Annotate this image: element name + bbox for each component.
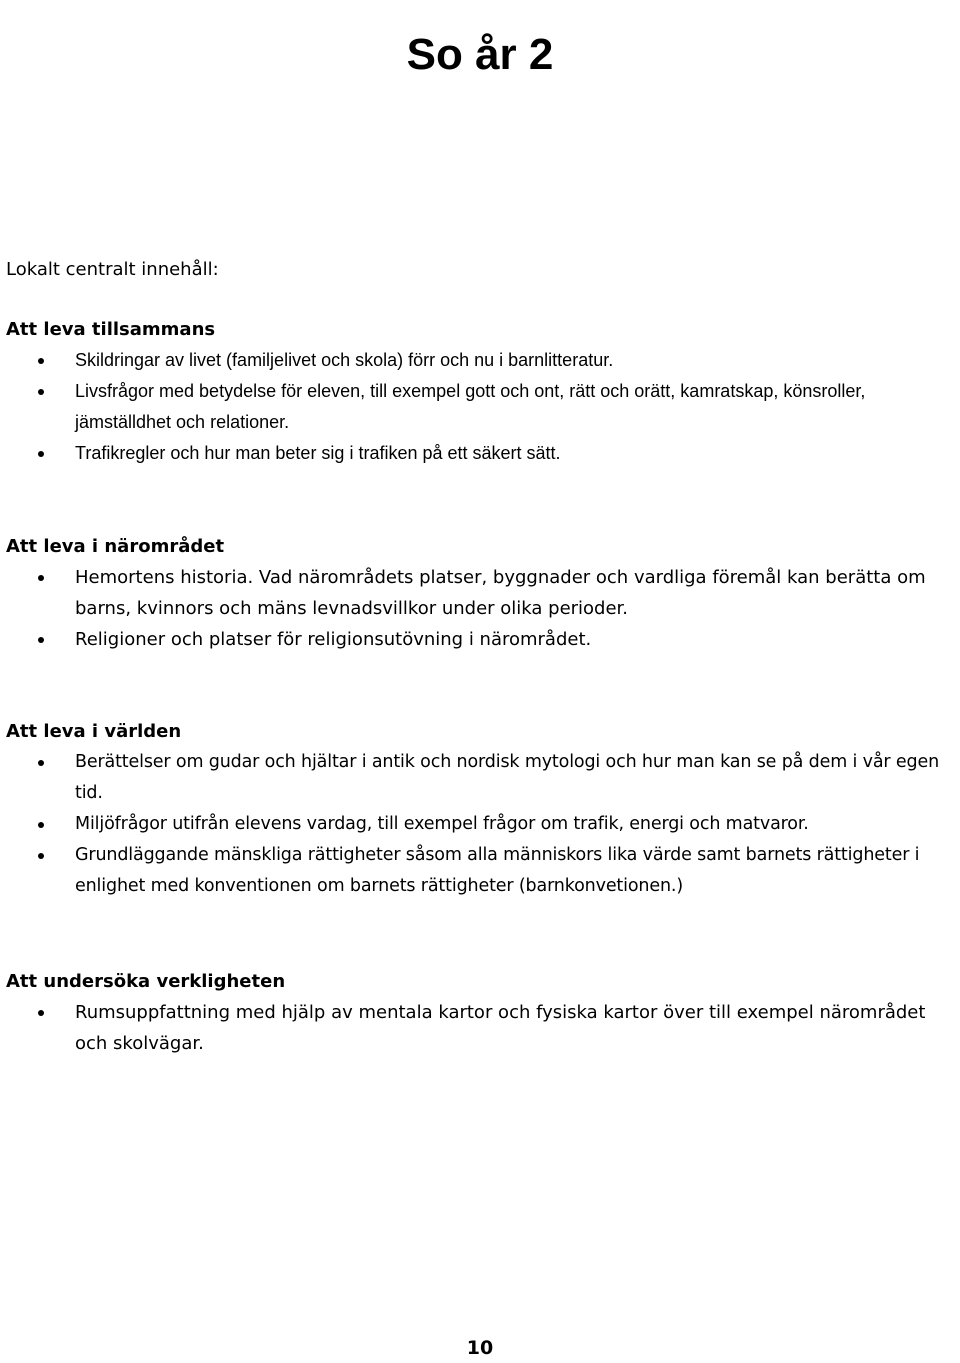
- list-item: [6, 376, 956, 438]
- bullet-icon: [38, 853, 44, 859]
- bullet-list: [6, 345, 956, 469]
- list-item: [6, 438, 956, 469]
- list-item: [6, 809, 956, 840]
- section-att-undersoka-verkligheten: [6, 966, 956, 1059]
- section-heading: Att undersöka verkligheten: [6, 971, 286, 992]
- list-item-text: Rumsuppfattning med hjälp av mentala kartor och fysiska kartor över till exempel närområdet och skolvägar.: [75, 1002, 926, 1054]
- section-att-leva-tillsammans: [6, 314, 956, 469]
- section-heading: Att leva i världen: [6, 721, 182, 742]
- bullet-icon: [38, 358, 44, 364]
- bullet-icon: [38, 822, 44, 828]
- section-heading: Att leva i närområdet: [6, 536, 225, 557]
- list-item: [6, 997, 956, 1059]
- intro-text: Lokalt centralt innehåll:: [6, 259, 219, 280]
- list-item-text: Miljöfrågor utifrån elevens vardag, till exempel frågor om trafik, energi och matvaror.: [75, 814, 809, 834]
- bullet-icon: [38, 389, 44, 395]
- bullet-icon: [38, 637, 44, 643]
- section-att-leva-i-narområdet: [6, 531, 956, 655]
- bullet-icon: [38, 1010, 44, 1016]
- section-att-leva-i-varlden: [6, 716, 956, 902]
- list-item-text: Hemortens historia. Vad närområdets platser, byggnader och vardliga föremål kan berätta om barns, kvinnors och mäns levnadsvillkor under olika perioder.: [75, 567, 926, 619]
- list-item-text: Grundläggande mänskliga rättigheter såsom alla människors lika värde samt barnets rättigheter i enlighet med konventionen om barnets rättigheter (barnkonvetionen.): [75, 845, 920, 896]
- list-item: [6, 747, 956, 809]
- page-title: So år 2: [406, 30, 554, 80]
- list-item: [6, 562, 956, 624]
- bullet-list: [6, 997, 956, 1059]
- list-item-text: Religioner och platser för religionsutövning i närområdet.: [75, 629, 592, 650]
- list-item: [6, 624, 956, 655]
- bullet-icon: [38, 575, 44, 581]
- bullet-list: [6, 747, 956, 902]
- bullet-icon: [38, 760, 44, 766]
- bullet-icon: [38, 451, 44, 457]
- list-item-text: Livsfrågor med betydelse för eleven, till exempel gott och ont, rätt och orätt, kamratskap, könsroller, jämställdhet och relationer.: [75, 381, 866, 432]
- list-item: [6, 345, 956, 376]
- list-item-text: Trafikregler och hur man beter sig i trafiken på ett säkert sätt.: [75, 443, 561, 463]
- bullet-list: [6, 562, 956, 655]
- section-heading: Att leva tillsammans: [6, 319, 216, 340]
- page-number: 10: [466, 1337, 494, 1359]
- list-item-text: Berättelser om gudar och hjältar i antik och nordisk mytologi och hur man kan se på dem i vår egen tid.: [75, 752, 940, 803]
- list-item: [6, 840, 956, 902]
- list-item-text: Skildringar av livet (familjelivet och skola) förr och nu i barnlitteratur.: [75, 350, 614, 370]
